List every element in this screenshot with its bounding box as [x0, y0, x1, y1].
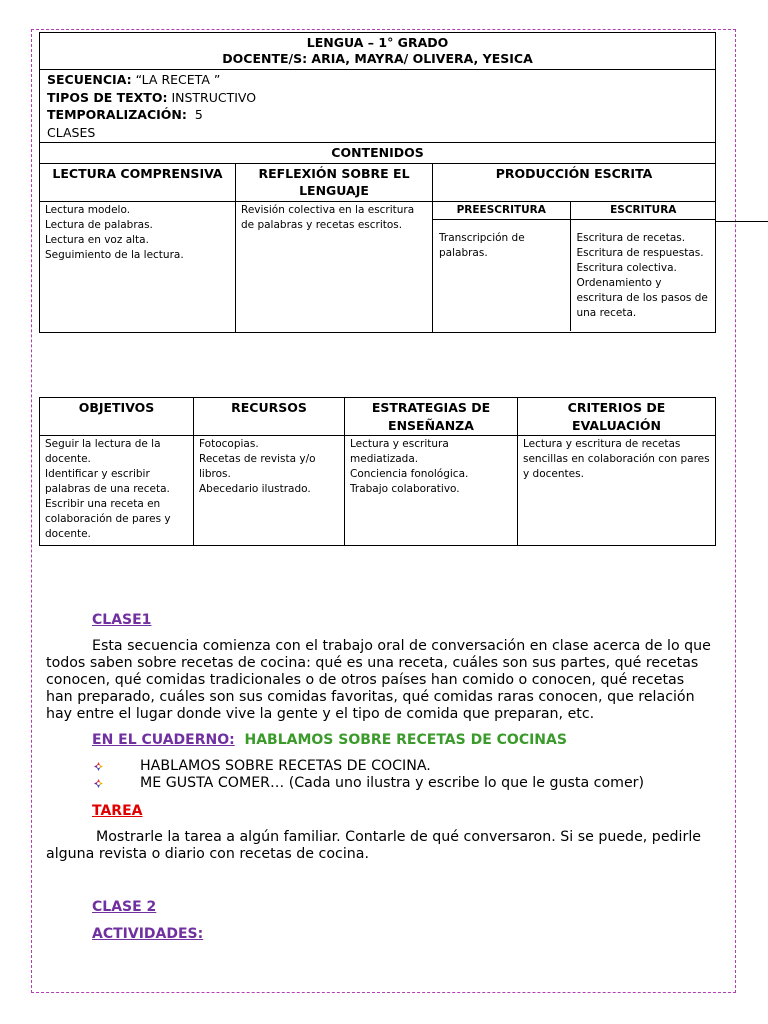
col-lectura-title: LECTURA COMPRENSIVA [40, 163, 236, 201]
list-item: Ordenamiento y escritura de los pasos de una receta. [576, 276, 708, 319]
list-item: Lectura modelo. [45, 203, 131, 216]
list-item: Conciencia fonológica. [350, 468, 469, 480]
info-cell [40, 70, 716, 143]
recursos-cell [194, 436, 345, 546]
list-item: Trabajo colaborativo. [350, 483, 460, 495]
cuaderno-label: EN EL CUADERNO: [92, 732, 235, 748]
objetivos-cell [40, 436, 194, 546]
estrategias-cell [345, 436, 518, 546]
list-item: Lectura de palabras. [45, 218, 153, 231]
estrategias-title: ESTRATEGIAS DE ENSEÑANZA [345, 398, 518, 436]
list-item: Seguimiento de la lectura. [45, 248, 184, 261]
list-item: Fotocopias. [199, 438, 259, 450]
escritura-title: ESCRITURA [570, 202, 716, 220]
clases-text: CLASES [47, 124, 96, 140]
reflexion-cell [236, 201, 433, 332]
list-item: Escribir una receta en colaboración de pares y docente. [45, 498, 171, 540]
list-item: Escritura colectiva. [576, 261, 677, 274]
clase1-heading: CLASE1 [92, 612, 152, 628]
bullet-text: ME GUSTA COMER… (Cada uno ilustra y escribe lo que le gusta comer) [140, 775, 645, 791]
lectura-cell [40, 201, 236, 332]
arrow-bullet-icon [94, 779, 103, 788]
header-teachers: DOCENTE/S: ARIA, MAYRA/ OLIVERA, YESICA [222, 51, 533, 66]
cuaderno-title: HABLAMOS SOBRE RECETAS DE COCINAS [244, 732, 567, 748]
tipos-label: TIPOS DE TEXTO: [47, 89, 168, 105]
header-cell [40, 33, 716, 70]
criterios-cell [518, 436, 716, 546]
col-produccion-title: PRODUCCIÓN ESCRITA [433, 163, 716, 201]
list-item: Escritura de recetas. [576, 231, 686, 244]
temporalizacion-label: TEMPORALIZACIÓN: [47, 107, 187, 122]
temporalizacion-value: 5 [194, 107, 203, 122]
list-item: Escritura de respuestas. [576, 246, 704, 259]
list-item: Lectura y escritura mediatizada. [350, 438, 449, 465]
bullet-text: HABLAMOS SOBRE RECETAS DE COCINA. [140, 758, 431, 774]
reflexion-text: Revisión colectiva en la escritura de palabras y recetas escritos. [241, 203, 415, 231]
criterios-title: CRITERIOS DE EVALUACIÓN [518, 398, 716, 436]
preescritura-title: PREESCRITURA [433, 202, 570, 220]
objetivos-title: OBJETIVOS [40, 398, 194, 436]
tipos-value: INSTRUCTIVO [171, 89, 257, 105]
list-item: Identificar y escribir palabras de una receta. [45, 468, 170, 495]
preescritura-text: Transcripción de palabras. [439, 231, 525, 259]
col-reflexion-title: REFLEXIÓN SOBRE EL LENGUAJE [236, 163, 433, 201]
list-item: Lectura y escritura de recetas sencillas en colaboración con pares y docentes. [523, 438, 710, 480]
planning-table [39, 32, 716, 333]
tarea-heading: TAREA [92, 803, 143, 819]
list-item [118, 775, 644, 791]
cuaderno-heading [92, 732, 567, 748]
list-item: Seguir la lectura de la docente. [45, 438, 161, 465]
list-item: Abecedario ilustrado. [199, 483, 311, 495]
tarea-paragraph: Mostrarle la tarea a algún familiar. Contarle de qué conversaron. Si se puede, pedirle alguna revista o diario con recetas de cocina. [46, 829, 701, 862]
clase2-heading: CLASE 2 [92, 899, 157, 915]
margin-line [715, 221, 768, 222]
clase1-paragraph: Esta secuencia comienza con el trabajo oral de conversación en clase acerca de lo que todos saben sobre recetas de cocina: qué es una receta, cuáles son sus partes, qué recetas conocen, qué comidas tradicionales o de otros países han comido o conocen, qué recetas han preparado, cuáles son sus comidas favoritas, qué comidas raras conocen, que relación hay entre el lugar donde vive la gente y el tipo de comida que preparan, etc. [46, 638, 711, 722]
secuencia-label: SECUENCIA: [47, 72, 132, 87]
secuencia-value: “LA RECETA ” [135, 72, 221, 87]
arrow-bullet-icon [94, 762, 103, 771]
actividades-heading: ACTIVIDADES: [92, 926, 204, 942]
list-item: Recetas de revista y/o libros. [199, 453, 316, 480]
header-subject: LENGUA – 1° GRADO [306, 35, 449, 50]
produccion-subtable [433, 202, 716, 332]
objectives-table [39, 397, 716, 546]
escritura-cell [570, 219, 716, 331]
recursos-title: RECURSOS [194, 398, 345, 436]
contenidos-title: CONTENIDOS [40, 143, 716, 164]
list-item: Lectura en voz alta. [45, 233, 149, 246]
list-item [118, 758, 431, 774]
preescritura-cell [433, 219, 570, 331]
produccion-cell [433, 201, 716, 332]
